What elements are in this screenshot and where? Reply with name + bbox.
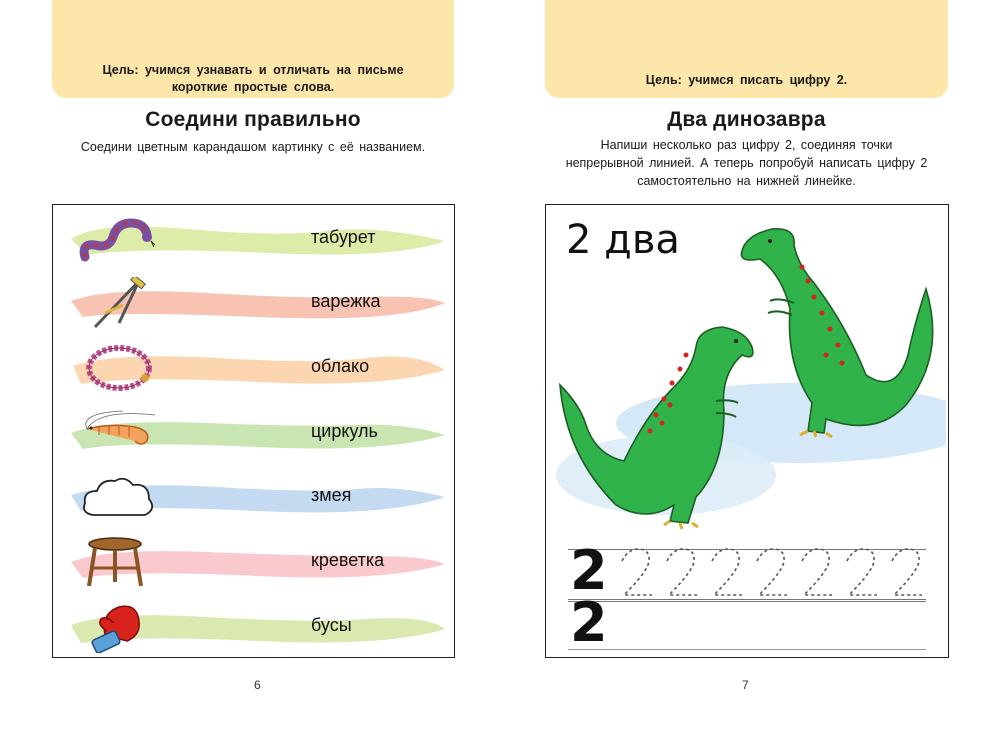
- solid-digit: 2: [570, 539, 608, 602]
- dotted-digit-two[interactable]: [712, 549, 742, 595]
- goal-text-line2: короткие простые слова.: [171, 80, 335, 94]
- mitten-icon: [79, 601, 155, 653]
- page-title-left: Соедини правильно: [145, 108, 361, 131]
- dotted-digits[interactable]: [616, 545, 936, 601]
- goal-label: Цель:: [645, 73, 682, 87]
- shrimp-icon: [79, 407, 155, 459]
- goal-banner-left: [52, 0, 454, 98]
- goal-text: учимся писать цифру 2.: [688, 73, 848, 87]
- dotted-digit-two[interactable]: [847, 549, 877, 595]
- dotted-digit-two[interactable]: [667, 549, 697, 595]
- page-title-right: Два динозавра: [667, 108, 826, 131]
- match-row-shrimp[interactable]: [53, 403, 453, 463]
- match-row-beads[interactable]: [53, 338, 453, 398]
- word-label: бусы: [311, 615, 352, 635]
- instructions-line1: Напиши несколько раз цифру 2, соединяя точки: [600, 138, 893, 152]
- word-label: змея: [311, 485, 352, 505]
- word-label: креветка: [311, 550, 385, 570]
- stool-icon: [79, 536, 155, 588]
- instructions-left: Соедини цветным карандашом картинку с её названием.: [80, 140, 426, 154]
- instructions-line2: непрерывной линией. А теперь попробуй написать цифру 2: [565, 156, 928, 170]
- word-label: циркуль: [311, 421, 378, 441]
- beads-icon: [79, 342, 155, 394]
- dotted-digit-two[interactable]: [622, 549, 652, 595]
- goal-banner-right: [545, 0, 948, 98]
- compass-icon: [79, 277, 155, 329]
- instructions-right: [545, 136, 948, 190]
- page-number-left: 6: [254, 678, 261, 692]
- dotted-digit-two[interactable]: [802, 549, 832, 595]
- match-row-snake[interactable]: [53, 209, 453, 269]
- digit-frame: [545, 204, 949, 658]
- solid-digit: 2: [570, 591, 608, 654]
- match-row-compass[interactable]: [53, 273, 453, 333]
- matching-frame: [52, 204, 455, 658]
- writing-row[interactable]: [570, 591, 930, 654]
- goal-label: Цель:: [102, 63, 139, 77]
- match-row-cloud[interactable]: [53, 467, 453, 527]
- match-row-mitten[interactable]: [53, 597, 453, 657]
- goal-text-line1: учимся узнавать и отличать на письме: [144, 63, 404, 77]
- word-label: табурет: [311, 227, 376, 247]
- match-row-stool[interactable]: [53, 532, 453, 592]
- dotted-digit-two[interactable]: [757, 549, 787, 595]
- snake-icon: [79, 213, 155, 265]
- word-label: варежка: [311, 291, 381, 311]
- big-digit-label: 2 два: [566, 217, 680, 263]
- dotted-digit-two[interactable]: [892, 549, 922, 595]
- cloud-icon: [79, 471, 155, 523]
- tracing-row[interactable]: [570, 539, 930, 602]
- instructions-line3: самостоятельно на нижней линейке.: [637, 174, 856, 188]
- page-number-right: 7: [742, 678, 749, 692]
- dinosaurs-illustration: [546, 205, 946, 535]
- word-label: облако: [311, 356, 370, 376]
